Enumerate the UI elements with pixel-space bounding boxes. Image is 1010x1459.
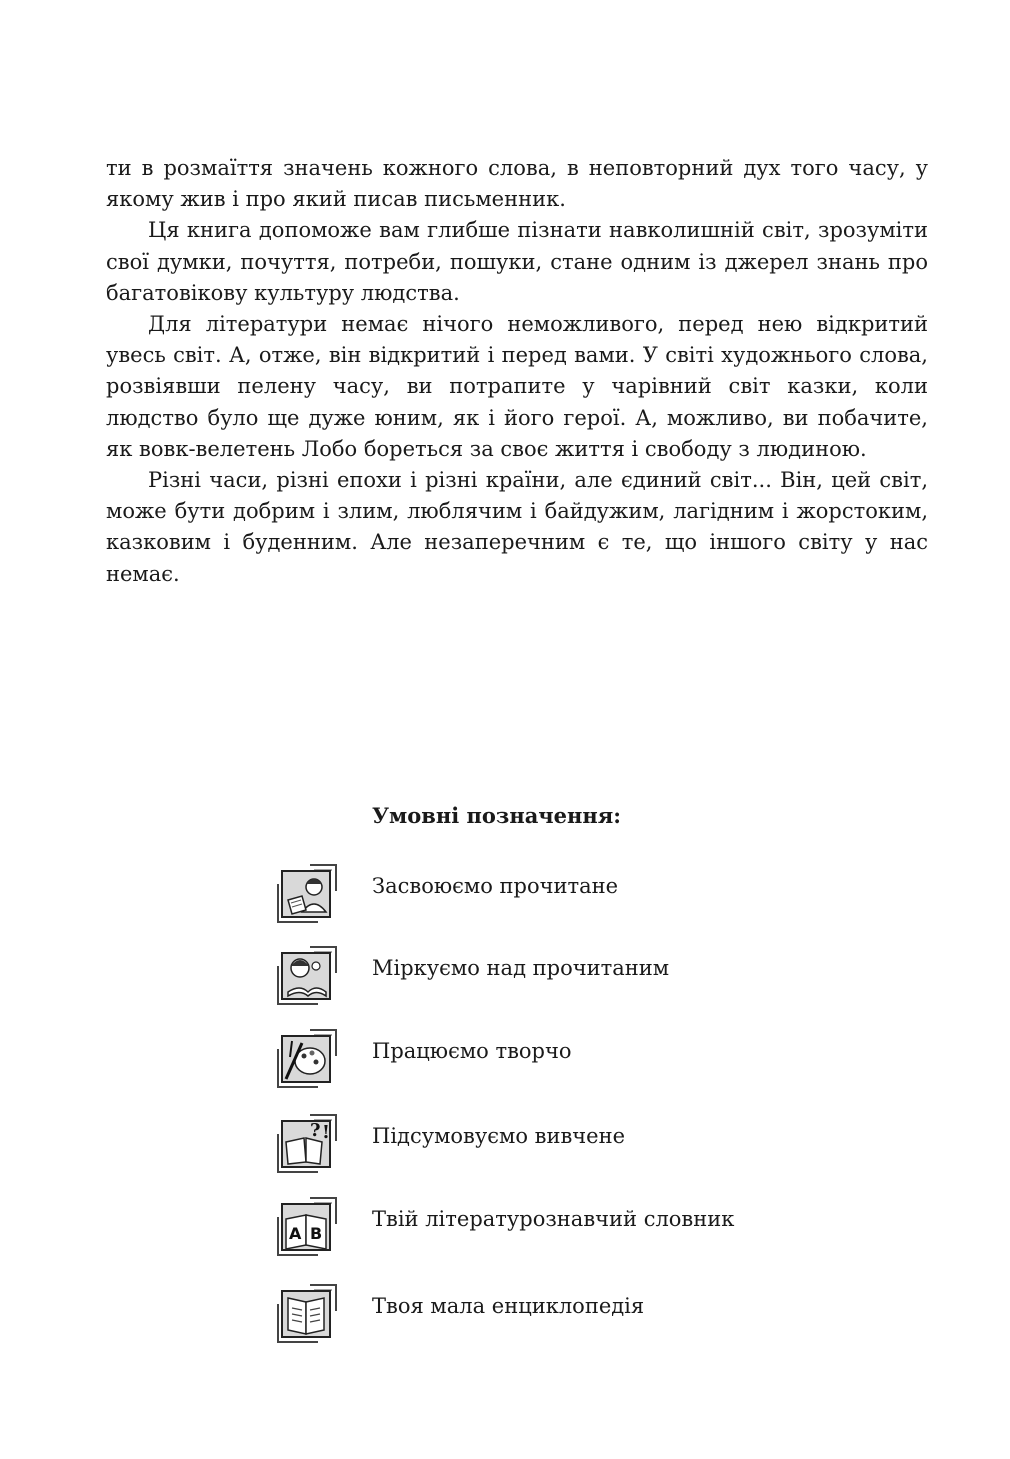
svg-text:?: ?: [310, 1120, 321, 1141]
legend-item: [276, 1112, 836, 1176]
paragraph: Для літератури немає нічого неможливого, перед нею відкритий увесь світ. А, отже, він відкритий і перед вами. У світі художнього слова, розвіявши пелену часу, ви потрапите у чарівний світ казки, коли людство було ще дуже юним, як і його герої. А, можливо, ви побачите, як вовк-велетень Лобо бореться за своє життя і свободу з людиною.: [106, 312, 928, 461]
ab-book-icon: [276, 1195, 340, 1259]
legend-label: Твоя мала енциклопедія: [372, 1294, 645, 1318]
legend-item: [276, 944, 836, 1008]
legend-label: Твій літературознавчий словник: [372, 1207, 735, 1231]
palette-brush-icon: [276, 1027, 340, 1091]
intro-text: [106, 153, 928, 590]
svg-text:B: B: [310, 1224, 323, 1243]
legend-label: Працюємо творчо: [372, 1039, 572, 1063]
paragraph: Різні часи, різні епохи і різні країни, але єдиний світ... Він, цей світ, може бути добрим і злим, люблячим і байдужим, лагідним і жорстоким, казковим і буденним. Але незаперечним є те, що іншого світу у нас немає.: [106, 468, 928, 586]
paragraph: Ця книга допоможе вам глибше пізнати навколишній світ, зрозуміти свої думки, почуття, потреби, пошуки, стане одним із джерел знань про багатовікову культуру людства.: [106, 218, 928, 305]
legend-item: [276, 862, 836, 926]
paragraph: ти в розмаїття значень кожного слова, в неповторний дух того часу, у якому жив і про який писав письменник.: [106, 156, 928, 212]
thinking-person-icon: [276, 944, 340, 1008]
legend-item: [276, 1282, 836, 1346]
legend-label: Міркуємо над прочитаним: [372, 956, 670, 980]
legend-label: Засвоюємо прочитане: [372, 874, 619, 898]
book-question-icon: [276, 1112, 340, 1176]
legend-title: Умовні позначення:: [372, 803, 622, 828]
svg-text:A: A: [289, 1224, 302, 1243]
reading-person-icon: [276, 862, 340, 926]
legend-item: [276, 1195, 836, 1259]
legend-label: Підсумовуємо вивчене: [372, 1124, 626, 1148]
encyclopedia-icon: [276, 1282, 340, 1346]
legend-item: [276, 1027, 836, 1091]
svg-text:!: !: [322, 1122, 330, 1143]
